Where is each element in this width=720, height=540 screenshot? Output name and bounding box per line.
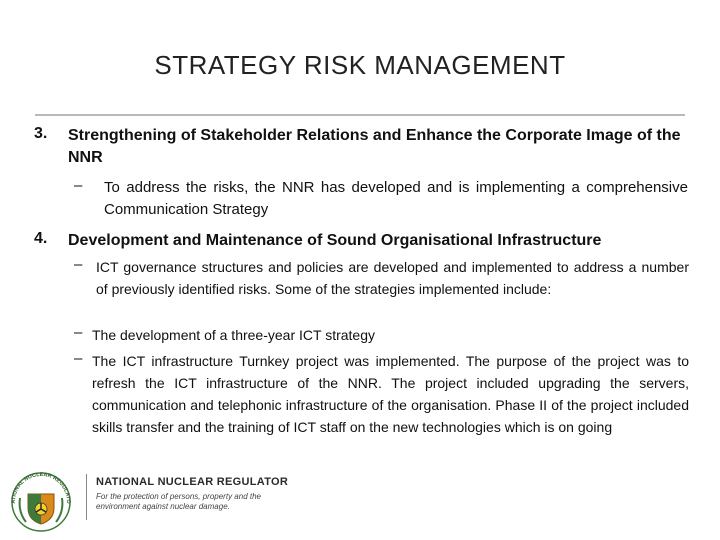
footer-divider	[86, 474, 87, 520]
footer-logo	[6, 466, 306, 532]
sub-point: The ICT infrastructure Turnkey project was implemented. The purpose of the project was to refresh the ICT infrastructure of the NNR. The project included upgrading the servers, communication and telephonic infrastructure of the organisation. Phase II of the project included skills transfer and the training of ICT staff on the new technologies which is on going	[92, 353, 689, 435]
org-tagline: For the protection of persons, property and the environment against nuclear damage.	[96, 492, 261, 511]
seal-text: ATIONAL NUCLEAR REGULATO	[10, 471, 72, 504]
sub-point: To address the risks, the NNR has developed and is implementing a comprehensive Communication Strategy	[104, 179, 688, 218]
org-name: NATIONAL NUCLEAR REGULATOR	[96, 476, 289, 488]
sub-point: The development of a three-year ICT strategy	[92, 327, 375, 343]
bullet-dash: –	[74, 177, 83, 194]
sub-point: ICT governance structures and policies are developed and implemented to address a number of previously identified risks. Some of the strategies implemented include:	[96, 259, 689, 297]
item-heading: Strengthening of Stakeholder Relations and Enhance the Corporate Image of the NNR	[68, 127, 681, 166]
item-number: 4.	[34, 230, 48, 247]
bullet-dash: –	[74, 350, 83, 367]
slide-title: STRATEGY RISK MANAGEMENT	[154, 50, 566, 80]
nnr-seal-icon	[6, 466, 76, 532]
bullet-dash: –	[74, 324, 83, 341]
bullet-dash: –	[74, 256, 83, 273]
title-divider	[35, 114, 685, 116]
item-number: 3.	[34, 125, 48, 142]
item-heading: Development and Maintenance of Sound Organisational Infrastructure	[68, 232, 602, 249]
